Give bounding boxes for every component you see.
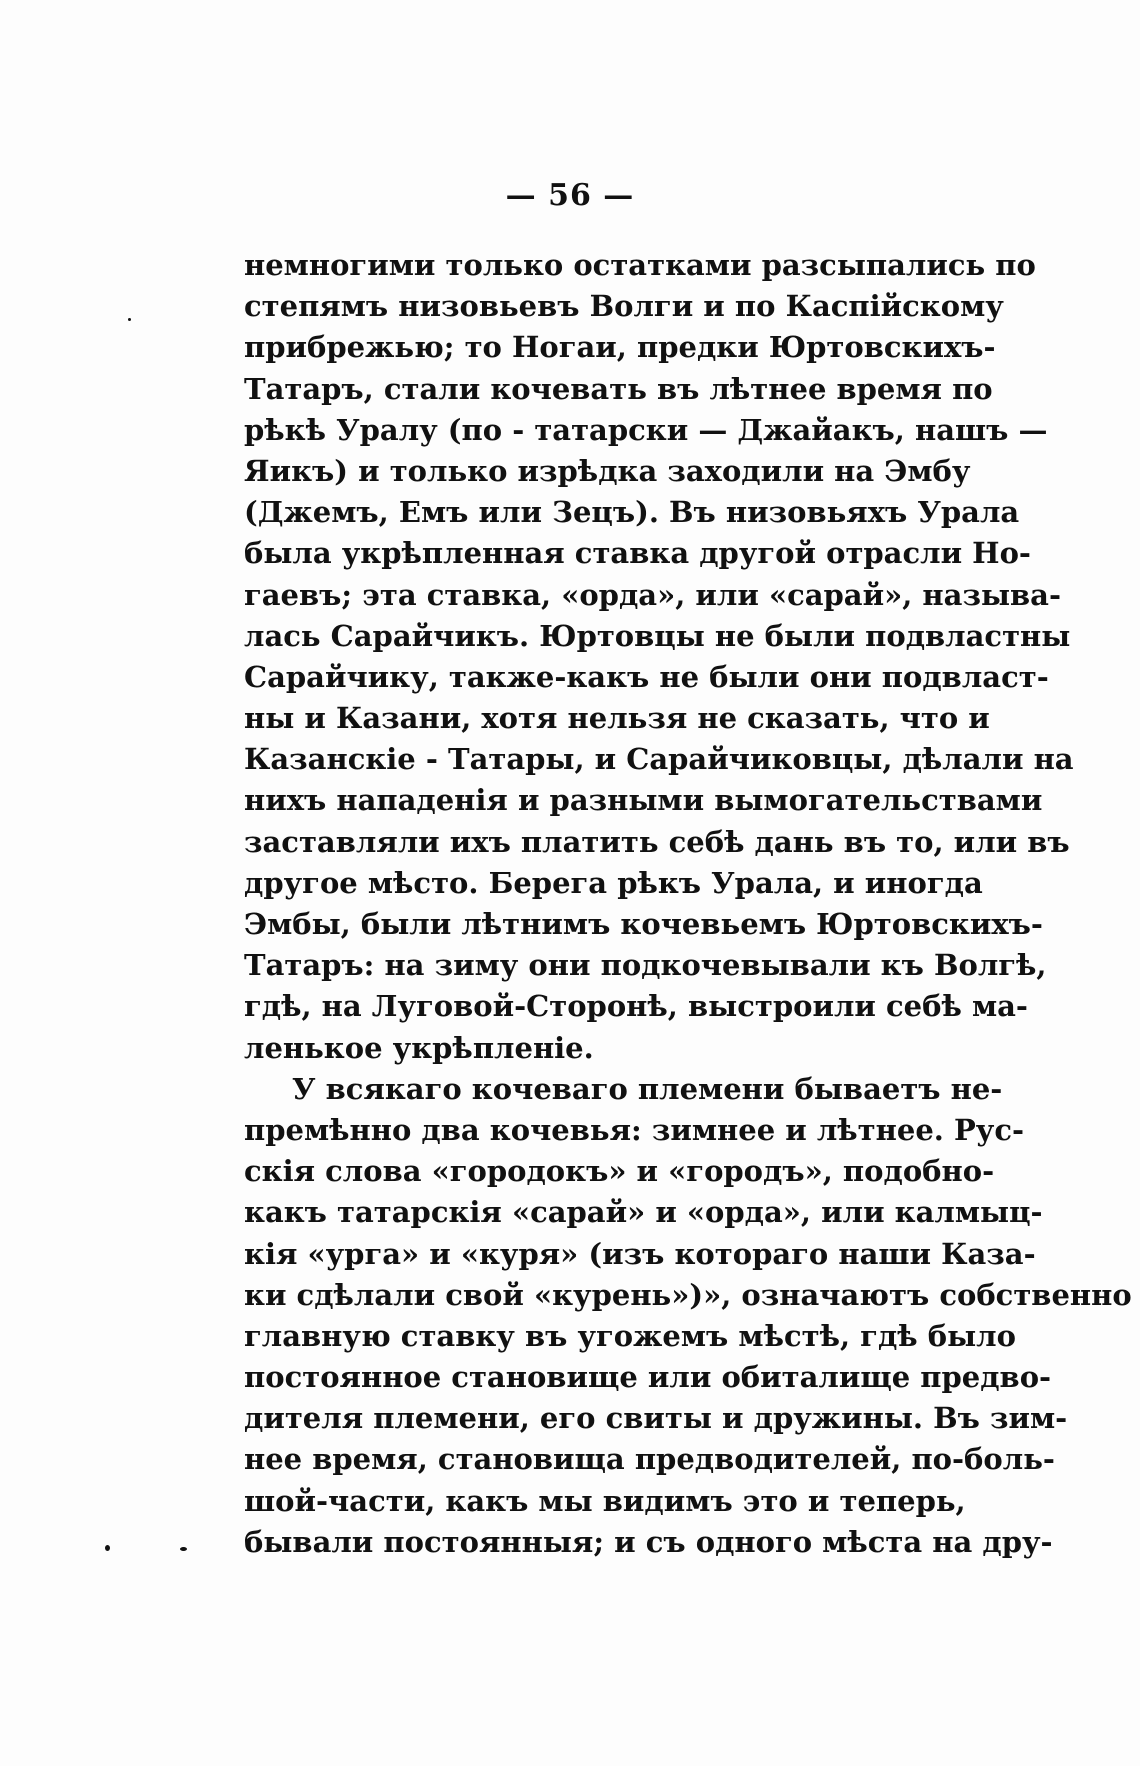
text-line: ки сдѣлали свой «курень»)», означаютъ собственно — [244, 1277, 1132, 1312]
text-line: ны и Казани, хотя нельзя не сказать, что и — [244, 701, 990, 736]
text-line: какъ татарскія «сарай» и «орда», или калмыц- — [244, 1195, 1043, 1230]
text-line: Эмбы, были лѣтнимъ кочевьемъ Юртовскихъ- — [244, 907, 1043, 941]
text-line: другое мѣсто. Берега рѣкъ Урала, и иногда — [244, 865, 983, 900]
text-line: постоянное становище или обиталище предво- — [244, 1360, 1052, 1395]
page-number: — 56 — — [505, 178, 635, 213]
text-line: степямъ низовьевъ Волги и по Каспійскому — [244, 289, 1004, 324]
text-line: (Джемъ, Емъ или Зецъ). Въ низовьяхъ Урала — [244, 495, 1020, 530]
paragraph-start-line: У всякаго кочеваго племени бываетъ не- — [292, 1071, 1003, 1106]
text-line: Сарайчику, также-какъ не были они подвласт- — [244, 659, 1049, 694]
text-line: премѣнно два кочевья: зимнее и лѣтнее. Рус- — [244, 1112, 1025, 1147]
scan-speck — [180, 1547, 187, 1551]
text-line: ленькое укрѣпленіе. — [244, 1030, 594, 1065]
text-line: была укрѣпленная ставка другой отрасли Но- — [244, 536, 1031, 571]
text-line: Татаръ: на зиму они подкочевывали къ Волгѣ, — [244, 948, 1047, 983]
text-line: главную ставку въ угожемъ мѣстѣ, гдѣ было — [244, 1318, 1016, 1353]
text-line: Казанскіе - Татары, и Сарайчиковцы, дѣлали на — [244, 742, 1074, 777]
text-line: бывали постоянныя; и съ одного мѣста на дру- — [244, 1524, 1053, 1559]
text-line: Яикъ) и только изрѣдка заходили на Эмбу — [244, 453, 971, 488]
text-line: лась Сарайчикъ. Юртовцы не были подвластны — [244, 618, 1071, 653]
text-line: прибрежью; то Ногаи, предки Юртовскихъ- — [244, 330, 996, 365]
scan-speck — [128, 318, 131, 321]
text-line: шой-части, какъ мы видимъ это и теперь, — [244, 1483, 966, 1518]
text-line: немногими только остатками разсыпались по — [244, 248, 1036, 282]
text-line: гдѣ, на Луговой-Сторонѣ, выстроили себѣ ма- — [244, 989, 1028, 1024]
text-line: скія слова «городокъ» и «городъ», подобно- — [244, 1154, 995, 1189]
text-line: Татаръ, стали кочевать въ лѣтнее время по — [244, 371, 993, 406]
text-line: рѣкѣ Уралу (по - татарски — Джайакъ, нашъ — — [244, 412, 1048, 447]
scan-speck — [105, 1545, 110, 1551]
text-line: заставляли ихъ платить себѣ дань въ то, или въ — [244, 824, 1070, 859]
text-line: нихъ нападенія и разными вымогательствами — [244, 783, 1043, 818]
text-line: нее время, становища предводителей, по-боль- — [244, 1442, 1055, 1477]
text-line: дителя племени, его свиты и дружины. Въ зим- — [244, 1401, 1068, 1436]
text-line: гаевъ; эта ставка, «орда», или «сарай», называ- — [244, 577, 1061, 612]
text-line: кія «урга» и «куря» (изъ котораго наши Каза- — [244, 1236, 1036, 1271]
body-text — [244, 245, 1132, 1563]
